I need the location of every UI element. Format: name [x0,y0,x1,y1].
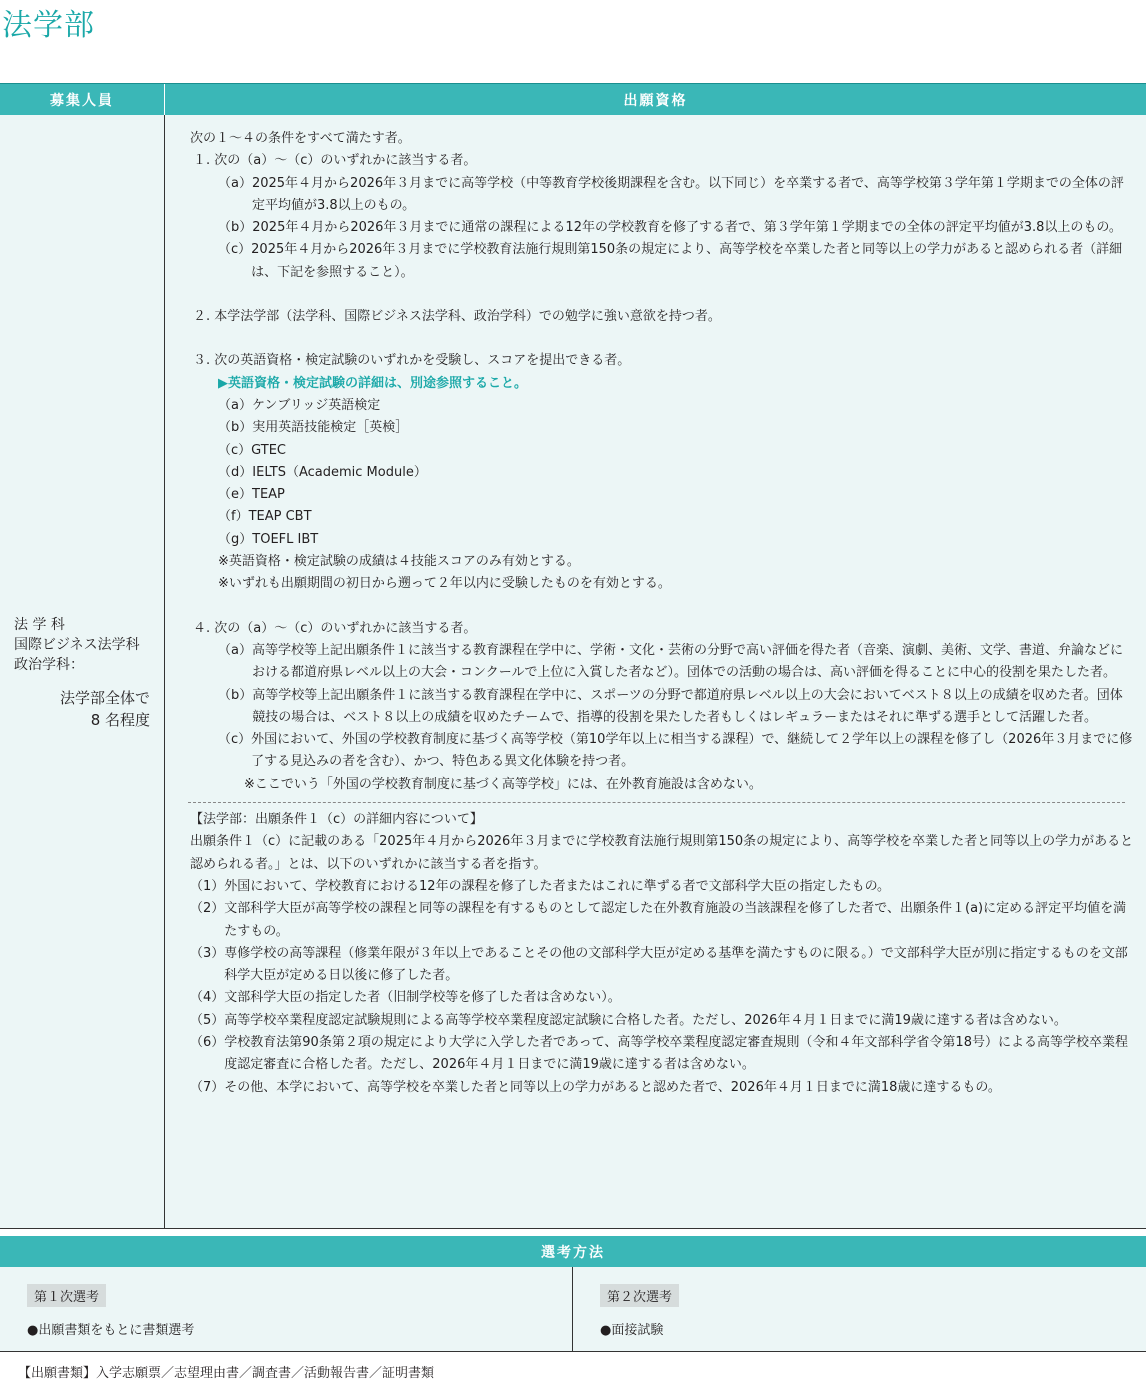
first-selection-badge: 第１次選考 [27,1284,106,1307]
application-documents: 【出願書類】入学志願票／志望理由書／調査書／活動報告書／証明書類 [18,1366,435,1381]
english-note: ※いずれも出願期間の初日から遡って２年以内に受験したものを有効とする。 [218,576,671,592]
capacity-line-1: 法学部全体で [59,689,150,707]
english-exam-item [218,506,1135,528]
item-label: （c） [218,442,252,458]
condition-2-head: ２. 本学法学部（法学科、国際ビジネス法学科、政治学科）での勉学に強い意欲を持つ者。 [193,309,721,325]
page-title: 法学部 [2,8,95,43]
item-label: （2） [190,901,225,917]
detail-item [190,1032,1135,1077]
capacity-line-2: 8 名程度 [90,711,150,729]
detail-item [190,898,1135,943]
item-label: （a） [218,175,252,191]
second-selection [573,1267,1146,1351]
detail-item [190,1010,1135,1032]
detail-item [190,876,1135,898]
dept-politics: 政治学科： [14,657,84,673]
item-label: （a） [218,397,252,413]
item-label: （e） [218,487,252,503]
detail-item [190,943,1135,988]
item-text: 実用英語技能検定［英検］ [252,420,409,436]
capacity [60,687,150,731]
item-label: （g） [218,531,253,547]
item-label: （3） [190,945,225,961]
table-header [0,83,1146,115]
detail-intro: 出願条件１（c）に記載のある「2025年４月から2026年３月までに学校教育法施行規則第150条の規定により、高等学校を卒業した者と同等以上の学力があると認められる者。」とは、以下のいずれかに該当する者を指す。 [190,834,1134,872]
detail-head: 【法学部：出願条件１（c）の詳細内容について】 [190,812,483,828]
item-text: 2025年４月から2026年３月までに通常の課程による12年の学校教育を修了する者で、第３学年第１学期までの全体の評定平均値が3.8以上のもの。 [252,220,1122,236]
item-text: GTEC [251,442,286,458]
department-list [14,615,140,675]
item-text: TOEFL IBT [252,531,319,547]
english-exam-item [218,395,1135,417]
item-label: （b） [218,420,253,436]
english-exam-item [218,440,1135,462]
dept-law: 法 学 科 [14,617,65,633]
detail-item [190,987,1135,1009]
divider [188,802,1125,803]
english-exam-item [218,417,1135,439]
english-note: ※英語資格・検定試験の成績は４技能スコアのみ有効とする。 [218,554,580,570]
item-label: （b） [218,687,253,703]
item-label: （1） [190,878,225,894]
condition-1-head: １. 次の（a）～（c）のいずれかに該当する者。 [193,153,477,169]
item-text: TEAP [252,487,285,503]
condition-1-item [218,217,1135,239]
qualification-column [190,128,1135,1099]
condition-4-item [218,685,1135,730]
item-label: （c） [218,732,252,748]
item-label: （7） [190,1079,225,1095]
item-text: 外国において、学校教育における12年の課程を修了した者またはこれに準ずる者で文部科学大臣の指定したもの。 [224,878,891,894]
condition-4-item [218,640,1135,685]
qual-intro: 次の１～４の条件をすべて満たす者。 [190,131,411,146]
item-text: 高等学校卒業程度認定試験規則による高等学校卒業程度認定試験に合格した者。ただし、2026年４月１日までに満19歳に達する者は含めない。 [224,1012,1067,1028]
english-exam-item [218,529,1135,551]
item-label: （6） [190,1034,225,1050]
item-label: （f） [218,509,249,525]
item-label: （d） [218,464,253,480]
item-text: 外国において、外国の学校教育制度に基づく高等学校（第10学年以上に相当する課程）で、継続して２学年以上の課程を修了し（2026年３月までに修了する見込みの者を含む）、かつ、特色ある異文化体験を持つ者。 [251,732,1133,770]
english-exam-item [218,484,1135,506]
first-selection [0,1267,573,1351]
item-text: 2025年４月から2026年３月までに学校教育法施行規則第150条の規定により、高等学校を卒業した者と同等以上の学力があると認められる者（詳細は、下記を参照すること）。 [251,242,1123,280]
condition-4-item [218,729,1135,774]
recruit-column [0,115,165,1228]
selection-body [0,1267,1146,1352]
detail-item [190,1077,1135,1099]
item-text: 高等学校等上記出願条件１に該当する教育課程在学中に、学術・文化・芸術の分野で高い評価を得た者（音楽、演劇、美術、文学、書道、弁論などにおける都道府県レベル以上の大会・コンクールで上位に入賞した者など）。団体での活動の場合は、高い評価を得ることに中心的役割を果たした者。 [251,642,1123,681]
item-text: 学校教育法第90条第２項の規定により大学に入学した者であって、高等学校卒業程度認定審査規則（令和４年文部科学省令第18号）による高等学校卒業程度認定審査に合格した者。ただし、2026年４月１日までに満19歳に達する者は含めない。 [224,1034,1128,1073]
condition-1-item [218,173,1135,218]
item-text: ケンブリッジ英語検定 [251,397,381,413]
item-label: （4） [190,990,225,1006]
selection-header: 選考方法 [0,1236,1146,1267]
second-selection-item: ●面接試験 [600,1323,664,1338]
item-text: TEAP CBT [248,509,312,525]
english-exam-item [218,462,1135,484]
qualification-table-body [0,115,1146,1229]
item-text: 高等学校等上記出願条件１に該当する教育課程在学中に、スポーツの分野で都道府県レベル以上の大会においてベスト８以上の成績を収めた者。団体競技の場合は、ベスト８以上の成績を収めたチームで、指導的役割を果たした者もしくはレギュラーまたはそれに準ずる選手として活躍した者。 [252,687,1123,725]
condition-1-item [218,239,1135,284]
qualification-header: 出願資格 [165,84,1146,115]
item-text: 文部科学大臣の指定した者（旧制学校等を修了した者は含めない）。 [224,990,621,1006]
item-label: （b） [218,220,253,236]
condition-3-head: ３. 次の英語資格・検定試験のいずれかを受験し、スコアを提出できる者。 [193,353,631,369]
item-label: （a） [218,642,252,658]
first-selection-item: ●出願書類をもとに書類選考 [27,1323,195,1338]
english-exam-link[interactable]: ▶英語資格・検定試験の詳細は、別途参照すること。 [218,375,527,391]
item-text: 専修学校の高等課程（修業年限が３年以上であることその他の文部科学大臣が定める基準を満たすものに限る。）で文部科学大臣が別に指定するものを文部科学大臣が定める日以後に修了した者。 [224,945,1128,984]
item-label: （5） [190,1012,225,1028]
item-text: 文部科学大臣が高等学校の課程と同等の課程を有するものとして認定した在外教育施設の当該課程を修了した者で、出願条件１(a)に定める評定平均値を満たすもの。 [224,901,1127,939]
condition-4-note: ※ここでいう「外国の学校教育制度に基づく高等学校」には、在外教育施設は含めない。 [244,776,762,792]
condition-4-head: ４. 次の（a）～（c）のいずれかに該当する者。 [193,620,477,636]
second-selection-badge: 第２次選考 [600,1284,679,1307]
item-text: その他、本学において、高等学校を卒業した者と同等以上の学力があると認めた者で、2026年４月１日までに満18歳に達するもの。 [224,1079,1001,1095]
dept-intl-business-law: 国際ビジネス法学科 [14,637,140,653]
recruit-header: 募集人員 [0,84,165,115]
item-label: （c） [218,242,252,258]
item-text: IELTS（Academic Module） [252,464,427,480]
item-text: 2025年４月から2026年３月までに高等学校（中等教育学校後期課程を含む。以下同じ）を卒業する者で、高等学校第３学年第１学期までの全体の評定平均値が3.8以上のもの。 [251,175,1124,213]
